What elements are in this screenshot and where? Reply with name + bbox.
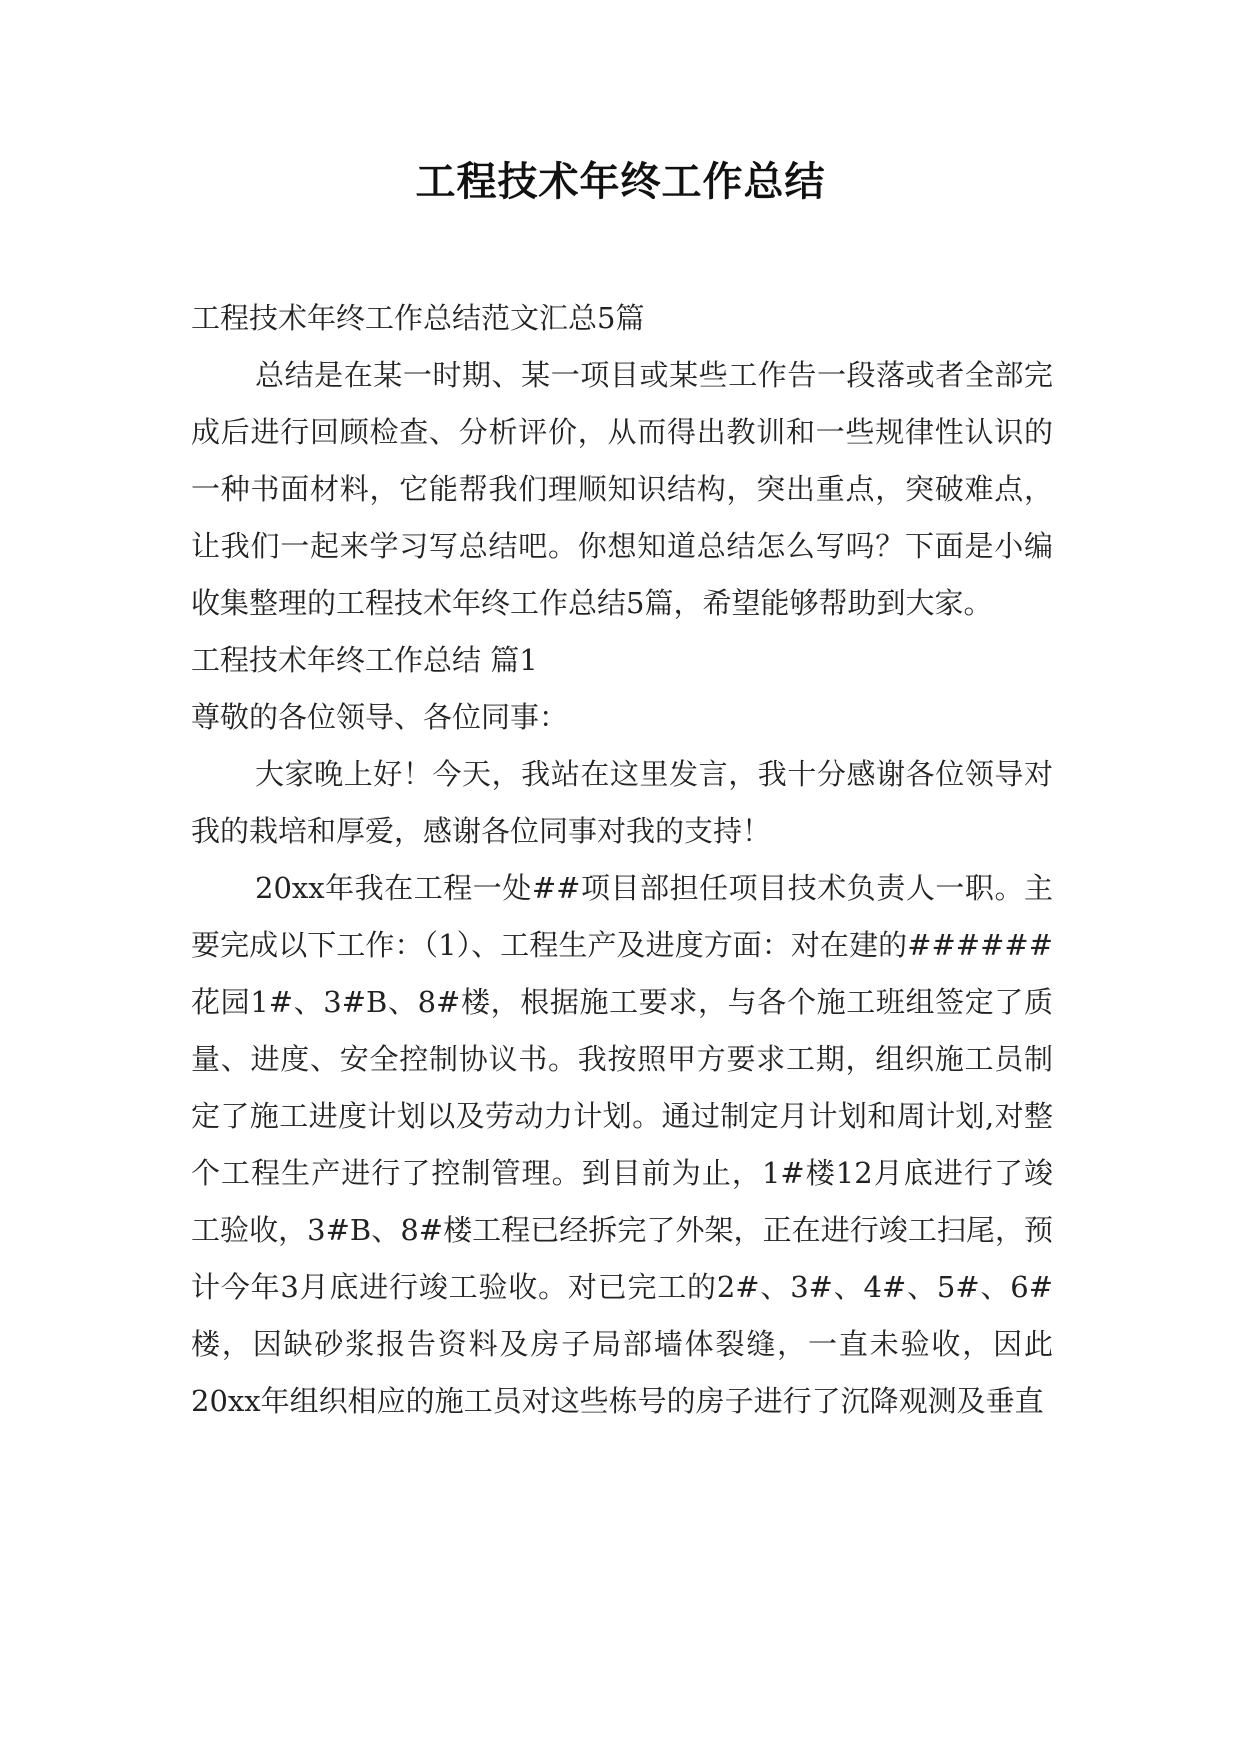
section-heading: 工程技术年终工作总结 篇1 — [191, 643, 538, 677]
document-title: 工程技术年终工作总结 — [415, 159, 826, 205]
subtitle-line: 工程技术年终工作总结范文汇总5篇 — [191, 301, 645, 335]
intro-paragraph: 总结是在某一时期、某一项目或某些工作告一段落或者全部完成后进行回顾检查、分析评价，从而得出教训和一些规律性认识的一种书面材料，它能帮我们理顺知识结构，突出重点，突破难点，让我们一起来学习写总结吧。你想知道总结怎么写吗？下面是小编收集整理的工程技术年终工作总结5篇，希望能够帮助到大家。 — [191, 358, 1053, 620]
work-summary-paragraph: 20xx年我在工程一处##项目部担任项目技术负责人一职。主要完成以下工作：（1）、工程生产及进度方面：对在建的######花园1#、3#B、8#楼，根据施工要求，与各个施工班组签定了质量、进度、安全控制协议书。我按照甲方要求工期，组织施工员制定了施工进度计划以及劳动力计划。通过制定月计划和周计划,对整个工程生产进行了控制管理。到目前为止，1#楼12月底进行了竣工验收，3#B、8#楼工程已经拆完了外架，正在进行竣工扫尾，预计今年3月底进行竣工验收。对已完工的2#、3#、4#、5#、6#楼，因缺砂浆报告资料及房子局部墙体裂缝，一直未验收，因此20xx年组织相应的施工员对这些栋号的房子进行了沉降观测及垂直 — [191, 871, 1053, 1418]
salutation: 尊敬的各位领导、各位同事： — [191, 700, 569, 734]
document-body — [191, 290, 1053, 1430]
greeting-paragraph: 大家晚上好！今天，我站在这里发言，我十分感谢各位领导对我的栽培和厚爱，感谢各位同事对我的支持！ — [191, 757, 1053, 848]
